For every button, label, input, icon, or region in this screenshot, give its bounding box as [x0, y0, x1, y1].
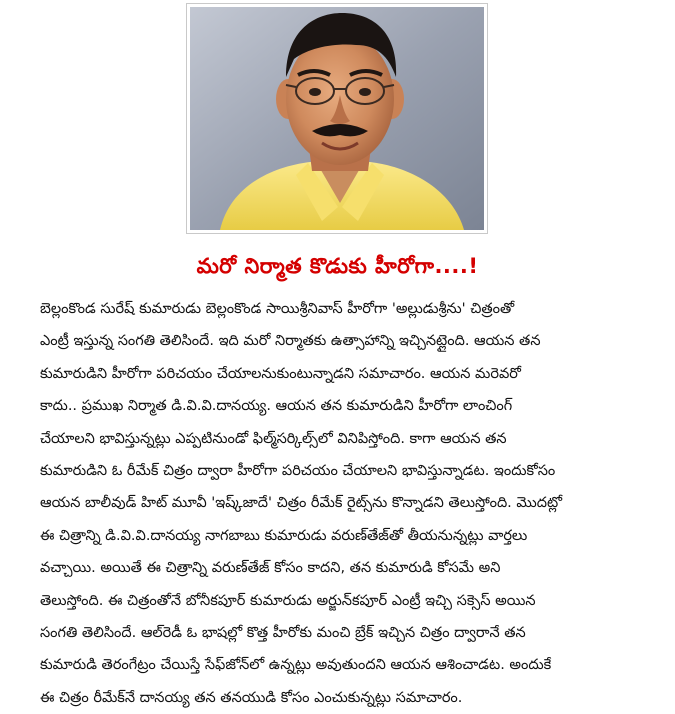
article-headline: మరో నిర్మాత కొడుకు హీరోగా....! [196, 254, 479, 278]
article-line: ఆయన బాలీవుడ్ హిట్ మూవీ 'ఇష్క్‌జాదే' చిత్రం రీమేక్ రైట్స్‌ను కొన్నాడని తెలుస్తోంది. మొదట్లో [40, 495, 563, 512]
article-line: వచ్చాయి. అయితే ఈ చిత్రాన్ని వరుణ్‌తేజ్ కోసం కాదని, తన కుమారుడి కోసమే అని [40, 560, 501, 577]
article-line: బెల్లంకొండ సురేష్ కుమారుడు బెల్లంకొండ సాయిశ్రీనివాస్ హీరోగా 'అల్లుడుశ్రీను' చిత్రంతో [40, 301, 515, 317]
portrait-photo [190, 7, 484, 230]
photo-frame [186, 3, 488, 234]
article-line: చేయాలని భావిస్తున్నట్లు ఎప్పటినుండో ఫిల్మ్‌సర్కిల్స్‌లో వినిపిస్తోంది. కాగా ఆయన తన [40, 430, 507, 447]
article-line: ఈ చిత్రం రీమేక్‌నే దానయ్య తన తనయుడి కోసం ఎంచుకున్నట్లు సమాచారం. [40, 689, 463, 706]
article-line: కుమారుడిని ఓ రీమేక్ చిత్రం ద్వారా హీరోగా పరిచయం చేయాలని భావిస్తున్నాడట. ఇందుకోసం [40, 462, 556, 479]
article-line: ఎంట్రీ ఇస్తున్న సంగతి తెలిసిందే. ఇది మరో నిర్మాతకు ఉత్సాహాన్ని ఇచ్చినట్లైంది. ఆయన తన [40, 333, 541, 350]
article-line: కాదు.. ప్రముఖ నిర్మాత డి.వి.వి.దానయ్య. ఆయన తన కుమారుడిని హీరోగా లాంచింగ్ [40, 398, 513, 415]
article-line: తెలుస్తోంది. ఈ చిత్రంతోనే బోనీకపూర్ కుమారుడు అర్జున్‌కపూర్ ఎంట్రీ ఇచ్చి సక్సెస్ అయిన [40, 592, 536, 609]
article-body [40, 293, 652, 714]
article-line: కుమారుడిని హీరోగా పరిచయం చేయాలనుకుంటున్నాడని సమాచారం. ఆయన మరెవరో [40, 365, 521, 382]
article-line: ఈ చిత్రాన్ని డి.వి.వి.దానయ్య నాగబాబు కుమారుడు వరుణ్‌తేజ్‌తో తీయనున్నట్లు వార్తలు [40, 527, 528, 544]
article-line: సంగతి తెలిసిందే. ఆల్‌రెడీ ఓ భాషల్లో కొత్త హీరోకు మంచి బ్రేక్ ఇచ్చిన చిత్రం ద్వారానే తన [40, 624, 526, 641]
article-line: కుమారుడి తెరంగేట్రం చేయిస్తే సేఫ్‌జోన్‌లో ఉన్నట్లు అవుతుందని ఆయన ఆశించాడట. అందుకే [40, 657, 552, 674]
